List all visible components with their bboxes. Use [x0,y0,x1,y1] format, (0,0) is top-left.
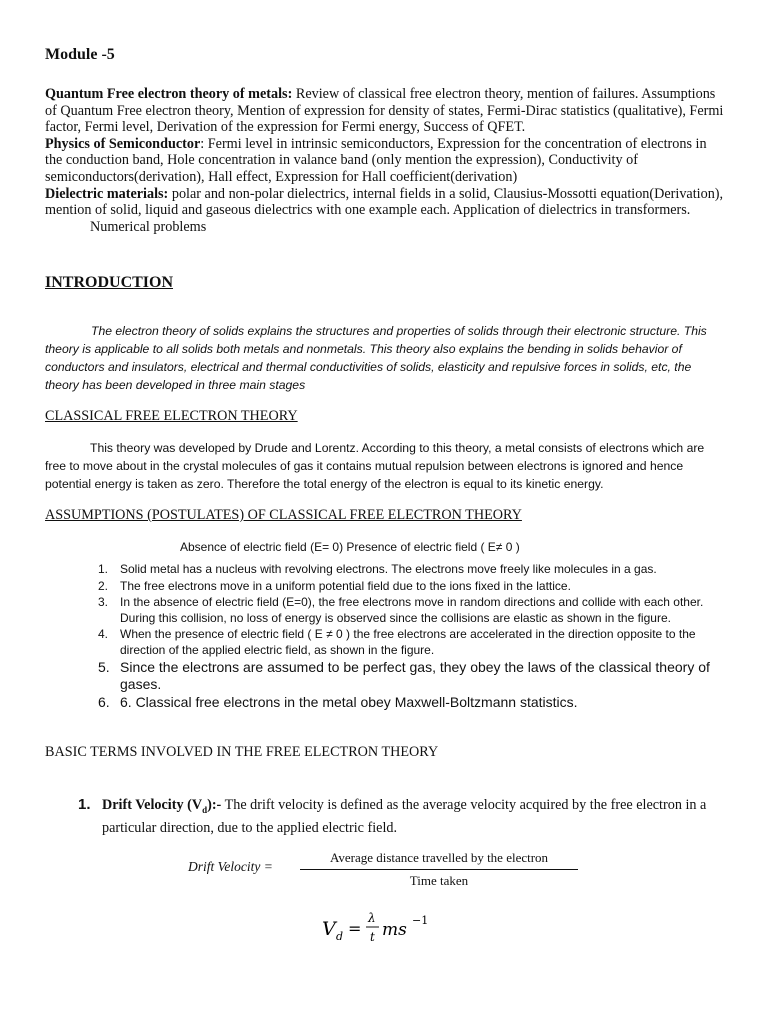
formula-exponent: −1 [412,914,429,927]
drift-velocity-definition [102,796,730,837]
formula-lambda: λ [368,911,376,925]
field-caption: Absence of electric field (E= 0) Presence of electric field ( E≠ 0 ) [180,540,520,554]
syllabus-dielectric [45,186,725,219]
syllabus-numerical: Numerical problems [90,218,207,235]
formula-t: t [370,930,375,944]
equation-numerator: Average distance travelled by the electron [329,850,549,865]
formula-sub-d: d [336,930,344,943]
syllabus-diel-text: polar and non-polar dielectrics, internal fields in a solid, Clausius-Mossotti equation(Derivation), mention of solid, liquid and gaseous dielectrics with one example each. Application of dielectrics in transformers. [45,185,724,219]
drift-velocity-equation [188,848,588,894]
module-title: Module -5 [45,46,115,63]
list-item: 2. The free electrons move in a uniform potential field due to the ions fixed in the lattice. [98,578,571,593]
syllabus-diel-label: Dielectric materials: [45,185,169,202]
introduction-heading: INTRODUCTION [45,274,174,291]
syllabus-qfet-text: Review of classical free electron theory, mention of failures. Assumptions of Quantum Free electron theory, Mention of expression for density of states, Fermi-Dirac statistics (qualitative), Fermi factor, Fermi level, Derivation of the expression for Fermi energy, Success of QFET. [45,86,724,136]
formula-equals: = [348,919,362,938]
list-item: 4. When the presence of electric field ( E ≠ 0 ) the free electrons are accelerated in the direction opposite to the direction of the applied electric field, as shown in the figure. [98,627,696,657]
list-item: 3. In the absence of electric field (E=0), the free electrons move in random directions and collide with each other. During this collision, no loss of energy is observed since the collisions are elastic as shown in the figure. [98,595,704,625]
syllabus-semiconductor [45,136,725,186]
syllabus-semi-label: Physics of Semiconductor [45,135,201,152]
syllabus-semi-text: : Fermi level in intrinsic semiconductors, Expression for the concentration of electrons in the conduction band, Hole concentration in valance band (only mention the expression), Conductivity of semiconductors(derivation), Hall effect, Expression for Hall coefficient(derivation) [45,135,707,185]
classical-theory-text: This theory was developed by Drude and Lorentz. According to this theory, a metal consists of electrons which are free to move about in the crystal molecules of gas it contains mutual repulsion between electrons is ignored and hence potential energy is taken as zero. Therefore the total energy of the electron is equal to its kinetic energy. [45,441,705,491]
assumptions-heading: ASSUMPTIONS (POSTULATES) OF CLASSICAL FREE ELECTRON THEORY [45,507,522,523]
introduction-paragraph [45,322,721,394]
introduction-text: The electron theory of solids explains the structures and properties of solids through their electronic structure. This theory is applicable to all solids both metals and nonmetals. This theory also explains the bending in solids behavior of conductors and insulators, electrical and thermal conductivities of solids, elasticity and repulsive forces in solids, etc, the theory has been developed in three main stages [45,324,707,392]
basic-terms-heading: BASIC TERMS INVOLVED IN THE FREE ELECTRON THEORY [45,744,439,760]
list-item: 1. Solid metal has a nucleus with revolving electrons. The electrons move freely like molecules in a gas. [98,562,657,576]
classical-theory-heading: CLASSICAL FREE ELECTRON THEORY [45,408,298,424]
equation-fraction [300,848,578,891]
syllabus-qfet [45,86,725,136]
list-item: 5. Since the electrons are assumed to be perfect gas, they obey the laws of the classical theory of gases. [98,659,710,692]
classical-theory-paragraph [45,439,725,493]
equation-denominator: Time taken [409,873,469,888]
drift-velocity-label: Drift Velocity $(V_d):-$ [102,797,222,815]
drift-velocity-text: The drift velocity is defined as the average velocity acquired by the free electron in a particular direction, due to the applied electric field. [102,797,707,836]
assumptions-list [98,562,732,712]
list-item: 6. 6. Classical free electrons in the metal obey Maxwell-Boltzmann statistics. [98,694,578,710]
equation-lhs: Drift Velocity = [188,859,273,874]
drift-velocity-formula [320,904,440,954]
fraction-bar [300,869,578,870]
formula-unit: ms [382,920,407,940]
syllabus-block [45,86,725,235]
formula-v: V [322,918,336,940]
syllabus-qfet-label: Quantum Free electron theory of metals: [45,86,293,102]
drift-number: 1. [78,796,91,813]
